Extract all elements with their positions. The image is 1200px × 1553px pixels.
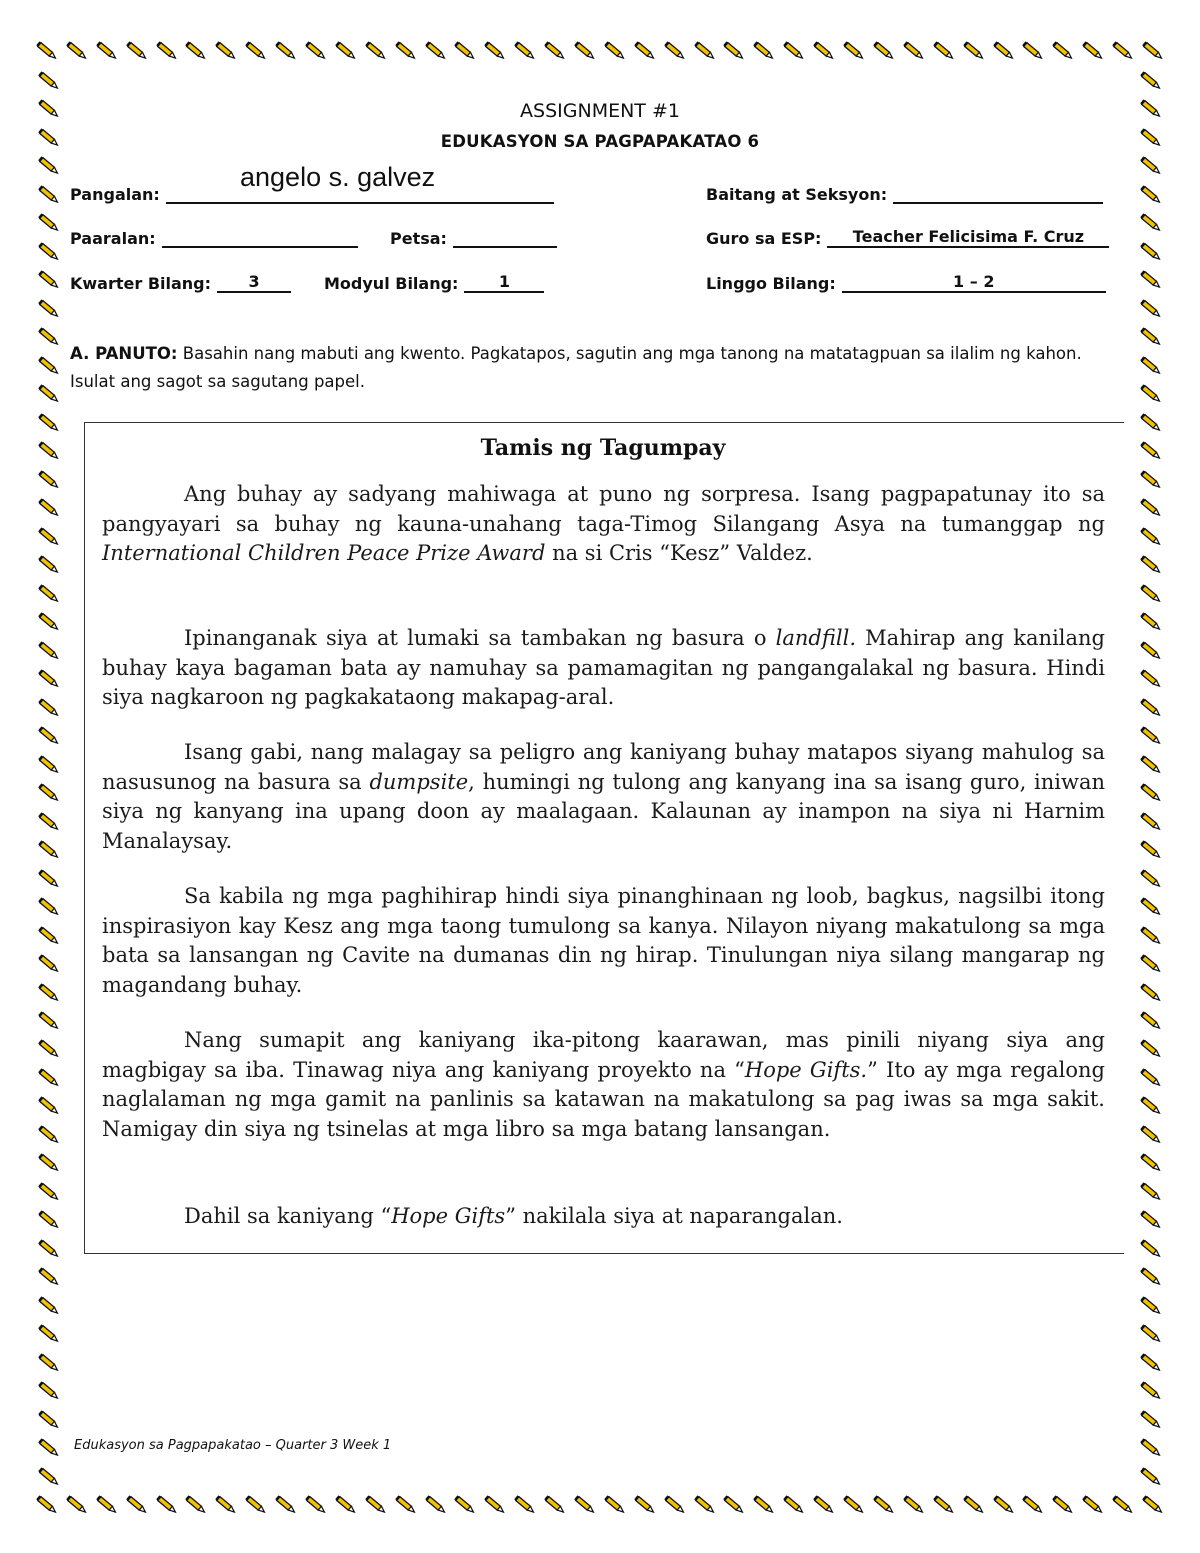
- instructions-label: A. PANUTO:: [70, 344, 178, 363]
- pencil-icon: [36, 1038, 62, 1060]
- story-p2-text-a: Ipinanganak siya at lumaki sa tambakan ng basura o: [184, 626, 776, 650]
- pencil-icon: [1020, 40, 1046, 62]
- pencil-icon: [1138, 1409, 1164, 1431]
- pencil-icon: [1138, 412, 1164, 434]
- pencil-icon: [1138, 212, 1164, 234]
- pencil-icon: [36, 526, 62, 548]
- pencil-icon: [243, 1494, 269, 1516]
- pencil-icon: [243, 40, 269, 62]
- pencil-icon: [781, 40, 807, 62]
- subject-subtitle: EDUKASYON SA PAGPAPAKATAO 6: [440, 132, 760, 151]
- story-title: Tamis ng Tagumpay: [480, 435, 726, 461]
- pencil-icon: [273, 40, 299, 62]
- pencil-icon: [1138, 1266, 1164, 1288]
- pencil-icon: [482, 40, 508, 62]
- pencil-icon: [602, 1494, 628, 1516]
- pencil-icon: [124, 40, 150, 62]
- pencil-icon: [482, 1494, 508, 1516]
- pencil-icon: [1138, 269, 1164, 291]
- story-p6-text-a: Dahil sa kaniyang “: [184, 1204, 392, 1228]
- pencil-icon: [1050, 40, 1076, 62]
- pencil-icon: [1138, 1238, 1164, 1260]
- story-p5-text-b: ” Ito ay mga regalong naglalaman ng mga gamit na panlinis sa katawan na makatulong sa pag iwas sa mga sakit. Namigay din siya ng tsinelas at mga libro sa mga batang lansangan.: [102, 1057, 1105, 1141]
- pencil-icon: [871, 40, 897, 62]
- pencil-icon: [1138, 1067, 1164, 1089]
- pencil-icon: [811, 40, 837, 62]
- pencil-icon: [64, 1494, 90, 1516]
- pencil-icon: [1138, 241, 1164, 263]
- pencil-icon: [662, 40, 688, 62]
- paaralan-line[interactable]: [162, 226, 358, 248]
- pencil-border-right: [1136, 70, 1166, 1488]
- pencil-icon: [1140, 1494, 1166, 1516]
- pencil-border-top: [34, 36, 1166, 66]
- pencil-icon: [931, 40, 957, 62]
- pangalan-value: angelo s. galvez: [240, 162, 436, 192]
- pencil-icon: [1138, 754, 1164, 776]
- pencil-icon: [64, 40, 90, 62]
- pencil-icon: [36, 640, 62, 662]
- pencil-icon: [1138, 583, 1164, 605]
- pencil-icon: [1138, 725, 1164, 747]
- pencil-icon: [36, 554, 62, 576]
- pencil-icon: [36, 611, 62, 633]
- story-paragraph-6: [102, 1202, 1105, 1232]
- pencil-icon: [36, 896, 62, 918]
- pencil-icon: [154, 40, 180, 62]
- paaralan-label: Paaralan:: [70, 229, 156, 248]
- pencil-icon: [1138, 782, 1164, 804]
- pencil-icon: [36, 298, 62, 320]
- pencil-icon: [1080, 1494, 1106, 1516]
- pencil-icon: [1138, 1380, 1164, 1402]
- pencil-icon: [36, 583, 62, 605]
- linggo-field: [706, 267, 1106, 293]
- pencil-icon: [1138, 811, 1164, 833]
- pencil-border-left: [34, 70, 64, 1488]
- pencil-icon: [1138, 1352, 1164, 1374]
- story-p6-italic: Hope Gifts: [391, 1204, 506, 1228]
- pencil-icon: [34, 40, 60, 62]
- story-p3-text-b: , humingi ng tulong ang kanyang ina sa isang guro, iniwan siya ng kanyang ina upang doon ay maalagaan. Kalaunan ay inampon na siya ni Harnim Manalaysay.: [102, 769, 1105, 853]
- pencil-icon: [692, 40, 718, 62]
- pencil-icon: [363, 40, 389, 62]
- pencil-icon: [991, 1494, 1017, 1516]
- pencil-icon: [811, 1494, 837, 1516]
- pencil-icon: [1138, 526, 1164, 548]
- story-p6-text-b: ” nakilala siya at naparangalan.: [505, 1204, 843, 1228]
- pencil-icon: [1138, 868, 1164, 890]
- pencil-icon: [36, 1323, 62, 1345]
- pencil-icon: [34, 1494, 60, 1516]
- pencil-icon: [36, 1266, 62, 1288]
- instructions: [70, 340, 1130, 396]
- pencil-icon: [961, 1494, 987, 1516]
- story-paragraph-4: Sa kabila ng mga paghihirap hindi siya pinanghinaan ng loob, bagkus, nagsilbi itong inspirasiyon kay Kesz ang mga taong tumulong sa kanya. Nilayon niyang makatulong sa mga bata sa lansangan ng Cavite na dumanas din ng hirap. Tinulungan niya silang mangarap ng magandang buhay.: [102, 884, 1105, 997]
- pencil-icon: [36, 1352, 62, 1374]
- pencil-icon: [36, 925, 62, 947]
- pencil-icon: [1138, 1095, 1164, 1117]
- pencil-icon: [1138, 155, 1164, 177]
- paaralan-field: [70, 222, 358, 248]
- pencil-icon: [1138, 697, 1164, 719]
- pencil-icon: [36, 1409, 62, 1431]
- pencil-icon: [303, 40, 329, 62]
- pencil-icon: [542, 40, 568, 62]
- pencil-icon: [1138, 1038, 1164, 1060]
- pencil-icon: [1138, 554, 1164, 576]
- modyul-label: Modyul Bilang:: [324, 274, 459, 293]
- story-p3-italic: dumpsite: [369, 769, 469, 794]
- pencil-icon: [751, 1494, 777, 1516]
- pencil-icon: [303, 1494, 329, 1516]
- pangalan-label: Pangalan:: [70, 185, 160, 204]
- pencil-icon: [841, 40, 867, 62]
- pencil-icon: [692, 1494, 718, 1516]
- pencil-icon: [961, 40, 987, 62]
- pencil-icon: [36, 184, 62, 206]
- pencil-icon: [1138, 1181, 1164, 1203]
- kwarter-value[interactable]: 3: [217, 271, 291, 293]
- story-p3-text-a: Isang gabi, nang malagay sa peligro ang kaniyang buhay matapos siyang mahulog sa nasusunog na basura sa: [102, 740, 1105, 794]
- guro-label: Guro sa ESP:: [706, 229, 822, 248]
- pencil-icon: [36, 839, 62, 861]
- pencil-icon: [572, 1494, 598, 1516]
- pencil-icon: [1138, 953, 1164, 975]
- petsa-label: Petsa:: [390, 229, 447, 248]
- pencil-icon: [781, 1494, 807, 1516]
- pencil-icon: [931, 1494, 957, 1516]
- pencil-icon: [1138, 1010, 1164, 1032]
- pencil-icon: [36, 155, 62, 177]
- pencil-icon: [36, 212, 62, 234]
- pencil-icon: [1138, 1124, 1164, 1146]
- pencil-icon: [1138, 896, 1164, 918]
- story-p2-text-b: Mahirap ang kanilang buhay kaya bagaman bata ay namuhay sa pamamagitan ng pangangalakal ng basura. Hindi siya nagkaroon ng pagkakataong makapag-aral.: [102, 626, 1105, 709]
- pencil-icon: [1138, 298, 1164, 320]
- pencil-icon: [1138, 184, 1164, 206]
- pencil-icon: [36, 497, 62, 519]
- pencil-icon: [36, 1380, 62, 1402]
- petsa-field: [390, 222, 557, 248]
- pencil-icon: [1138, 1437, 1164, 1459]
- pencil-icon: [36, 1209, 62, 1231]
- page-footer: Edukasyon sa Pagpapakatao – Quarter 3 Week 1: [74, 1438, 392, 1453]
- pencil-icon: [36, 1295, 62, 1317]
- pencil-icon: [632, 1494, 658, 1516]
- story-p5-italic: Hope Gifts.: [744, 1057, 868, 1082]
- guro-value[interactable]: Teacher Felicisima F. Cruz: [827, 226, 1109, 248]
- pencil-icon: [363, 1494, 389, 1516]
- pencil-icon: [512, 1494, 538, 1516]
- modyul-field: [324, 267, 544, 293]
- pencil-icon: [901, 40, 927, 62]
- pencil-icon: [1138, 1295, 1164, 1317]
- pencil-icon: [393, 40, 419, 62]
- petsa-line[interactable]: [453, 226, 557, 248]
- pencil-icon: [423, 40, 449, 62]
- pencil-icon: [36, 1067, 62, 1089]
- kwarter-label: Kwarter Bilang:: [70, 274, 212, 293]
- pencil-icon: [154, 1494, 180, 1516]
- pencil-icon: [36, 868, 62, 890]
- pencil-icon: [1138, 326, 1164, 348]
- pencil-icon: [36, 383, 62, 405]
- pencil-icon: [1138, 70, 1164, 92]
- pencil-icon: [1138, 497, 1164, 519]
- kwarter-field: [70, 267, 291, 293]
- pencil-icon: [572, 40, 598, 62]
- pencil-icon: [36, 1095, 62, 1117]
- pencil-icon: [1138, 1466, 1164, 1488]
- pencil-icon: [1138, 1209, 1164, 1231]
- story-p1-text-a: Ang buhay ay sadyang mahiwaga at puno ng sorpresa. Isang pagpapatunay ito sa pangyayari sa buhay ng kauna-unahang taga-Timog Silangang Asya na tumanggap ng: [102, 482, 1105, 536]
- pencil-icon: [1138, 469, 1164, 491]
- story-paragraph-3: [102, 738, 1105, 856]
- baitang-label: Baitang at Seksyon:: [706, 185, 888, 204]
- baitang-line[interactable]: [893, 182, 1103, 204]
- pencil-icon: [36, 269, 62, 291]
- guro-field: [706, 222, 1109, 248]
- pencil-icon: [1138, 383, 1164, 405]
- pencil-icon: [721, 40, 747, 62]
- pencil-icon: [1138, 668, 1164, 690]
- pencil-icon: [1140, 40, 1166, 62]
- pencil-icon: [333, 1494, 359, 1516]
- pencil-icon: [36, 355, 62, 377]
- pencil-icon: [36, 754, 62, 776]
- pencil-icon: [393, 1494, 419, 1516]
- pencil-icon: [721, 1494, 747, 1516]
- pencil-icon: [36, 1437, 62, 1459]
- pencil-icon: [751, 40, 777, 62]
- pencil-icon: [1080, 40, 1106, 62]
- pencil-icon: [841, 1494, 867, 1516]
- pencil-icon: [36, 1152, 62, 1174]
- pencil-icon: [1138, 925, 1164, 947]
- pencil-icon: [36, 1010, 62, 1032]
- pencil-icon: [36, 953, 62, 975]
- pencil-icon: [1020, 1494, 1046, 1516]
- linggo-value[interactable]: 1 – 2: [842, 271, 1106, 293]
- pencil-border-bottom: [34, 1490, 1166, 1520]
- pencil-icon: [1138, 1323, 1164, 1345]
- pencil-icon: [991, 40, 1017, 62]
- story-paragraph-2: [102, 624, 1105, 713]
- pencil-icon: [512, 40, 538, 62]
- pencil-icon: [213, 1494, 239, 1516]
- pencil-icon: [901, 1494, 927, 1516]
- pencil-icon: [273, 1494, 299, 1516]
- pencil-icon: [1050, 1494, 1076, 1516]
- pencil-icon: [36, 725, 62, 747]
- pencil-icon: [36, 241, 62, 263]
- pencil-icon: [94, 1494, 120, 1516]
- pencil-icon: [36, 1466, 62, 1488]
- pencil-icon: [632, 40, 658, 62]
- pencil-icon: [124, 1494, 150, 1516]
- pencil-icon: [36, 697, 62, 719]
- pencil-icon: [183, 1494, 209, 1516]
- pencil-icon: [1138, 640, 1164, 662]
- story-paragraph-5: [102, 1026, 1105, 1144]
- pencil-icon: [36, 811, 62, 833]
- story-p5-text-a: Nang sumapit ang kaniyang ika-pitong kaarawan, mas pinili niyang siya ang magbigay sa iba. Tinawag niya ang kaniyang proyekto na “: [102, 1028, 1105, 1082]
- pencil-icon: [36, 1124, 62, 1146]
- pencil-icon: [213, 40, 239, 62]
- linggo-label: Linggo Bilang:: [706, 274, 836, 293]
- pencil-icon: [1138, 1152, 1164, 1174]
- pencil-icon: [542, 1494, 568, 1516]
- pencil-icon: [452, 1494, 478, 1516]
- pencil-icon: [36, 782, 62, 804]
- pencil-icon: [36, 70, 62, 92]
- pencil-icon: [1138, 839, 1164, 861]
- pencil-icon: [36, 1181, 62, 1203]
- pencil-icon: [1138, 611, 1164, 633]
- assignment-title: ASSIGNMENT #1: [520, 100, 680, 122]
- pencil-icon: [36, 412, 62, 434]
- pencil-icon: [36, 1238, 62, 1260]
- story-p2-italic: landfill.: [775, 626, 856, 650]
- pencil-icon: [333, 40, 359, 62]
- pencil-icon: [452, 40, 478, 62]
- pencil-icon: [1110, 1494, 1136, 1516]
- pencil-icon: [36, 982, 62, 1004]
- pencil-icon: [36, 326, 62, 348]
- story-p1-italic: International Children Peace Prize Award: [102, 541, 546, 565]
- pencil-icon: [36, 469, 62, 491]
- instructions-text: Basahin nang mabuti ang kwento. Pagkatapos, sagutin ang mga tanong na matatagpuan sa ilalim ng kahon. Isulat ang sagot sa sagutang papel.: [70, 344, 1082, 391]
- pencil-icon: [423, 1494, 449, 1516]
- pencil-icon: [36, 668, 62, 690]
- pencil-icon: [1138, 982, 1164, 1004]
- pencil-icon: [94, 40, 120, 62]
- pencil-icon: [662, 1494, 688, 1516]
- baitang-field: [706, 178, 1103, 204]
- modyul-value[interactable]: 1: [464, 271, 544, 293]
- pencil-icon: [1110, 40, 1136, 62]
- pencil-icon: [183, 40, 209, 62]
- pencil-icon: [871, 1494, 897, 1516]
- pencil-icon: [602, 40, 628, 62]
- pencil-icon: [1138, 355, 1164, 377]
- story-paragraph-1: [102, 480, 1105, 569]
- story-p1-text-b: na si Cris “Kesz” Valdez.: [545, 541, 813, 565]
